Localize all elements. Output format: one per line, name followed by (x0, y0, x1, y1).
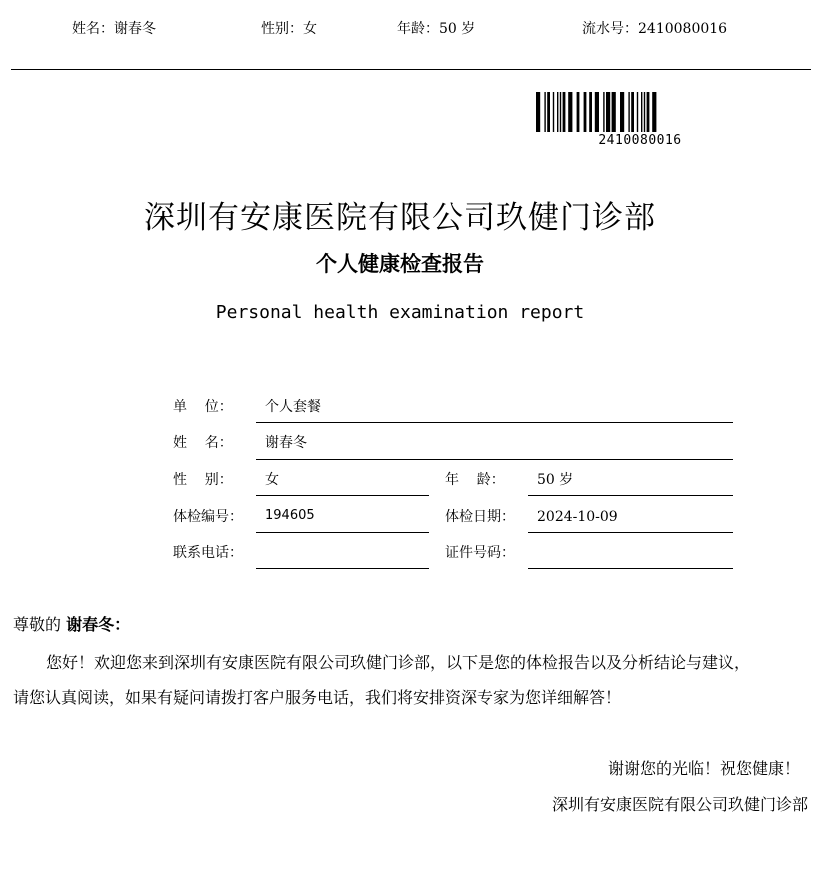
age-label: 年 龄： (445, 472, 505, 488)
gender-value: 女 (265, 472, 279, 488)
exam-date-underline (528, 532, 733, 533)
age-value: 50 岁 (537, 472, 574, 488)
barcode-bar (641, 92, 642, 132)
phone-underline (256, 568, 429, 569)
id-number-underline (528, 568, 733, 569)
barcode-bar (553, 92, 554, 132)
gender-underline (256, 495, 429, 496)
header-gender: 性别：女 (261, 21, 317, 37)
header-serial: 流水号：2410080016 (582, 21, 728, 37)
barcode-bar (647, 92, 650, 132)
barcode-bar (557, 92, 558, 132)
barcode-bar (620, 92, 624, 132)
exam-number-underline (256, 532, 429, 533)
organization-title: 深圳有安康医院有限公司玖健门诊部 (144, 200, 656, 236)
barcode-bar (637, 92, 638, 132)
header-divider (11, 69, 811, 70)
unit-value: 个人套餐 (265, 399, 321, 415)
gender-label: 性 别： (173, 472, 233, 488)
phone-label: 联系电话： (173, 545, 243, 561)
barcode-bar (544, 92, 545, 132)
barcode-bar (584, 92, 587, 132)
barcode-bar (612, 92, 616, 132)
barcode-bar (595, 92, 599, 132)
exam-date-value: 2024-10-09 (537, 509, 618, 525)
header-name: 姓名：谢春冬 (72, 21, 156, 37)
exam-date-label: 体检日期： (445, 509, 515, 525)
barcode-bar (547, 92, 550, 132)
barcode-bar (644, 92, 645, 132)
barcode-bar (589, 92, 592, 132)
barcode-bar (603, 92, 604, 132)
greeting-name: 谢春冬： (66, 615, 131, 634)
barcode-bar (563, 92, 566, 132)
greeting-prefix: 尊敬的 (13, 615, 62, 634)
unit-label: 单 位： (173, 399, 233, 415)
name-label: 姓 名： (173, 435, 233, 451)
barcode-bar (560, 92, 561, 132)
name-value: 谢春冬 (265, 435, 307, 451)
name-underline (256, 459, 733, 460)
id-number-label: 证件号码： (445, 545, 515, 561)
barcode-bar (628, 92, 629, 132)
exam-number-value: 194605 (265, 508, 315, 523)
letter-signature: 深圳有安康医院有限公司玖健门诊部 (551, 795, 808, 814)
header-age: 年龄：50 岁 (397, 21, 476, 37)
barcode-bar (631, 92, 634, 132)
age-underline (528, 495, 733, 496)
unit-underline (256, 422, 733, 423)
barcode (536, 92, 744, 132)
letter-line-2: 请您认真阅读，如果有疑问请拨打客户服务电话，我们将安排资深专家为您详细解答！ (13, 688, 622, 707)
barcode-bar (652, 92, 656, 132)
letter-thanks: 谢谢您的光临！祝您健康！ (607, 759, 800, 778)
barcode-bar (606, 92, 610, 132)
barcode-bar (577, 92, 580, 132)
barcode-number: 2410080016 (598, 133, 682, 148)
report-title-english: Personal health examination report (215, 302, 585, 323)
report-title: 个人健康检查报告 (316, 251, 484, 276)
barcode-bar (568, 92, 572, 132)
letter-line-1: 您好！欢迎您来到深圳有安康医院有限公司玖健门诊部，以下是您的体检报告以及分析结论与建议， (46, 653, 751, 672)
barcode-bar (536, 92, 540, 132)
exam-number-label: 体检编号： (173, 509, 243, 525)
greeting (13, 612, 130, 635)
